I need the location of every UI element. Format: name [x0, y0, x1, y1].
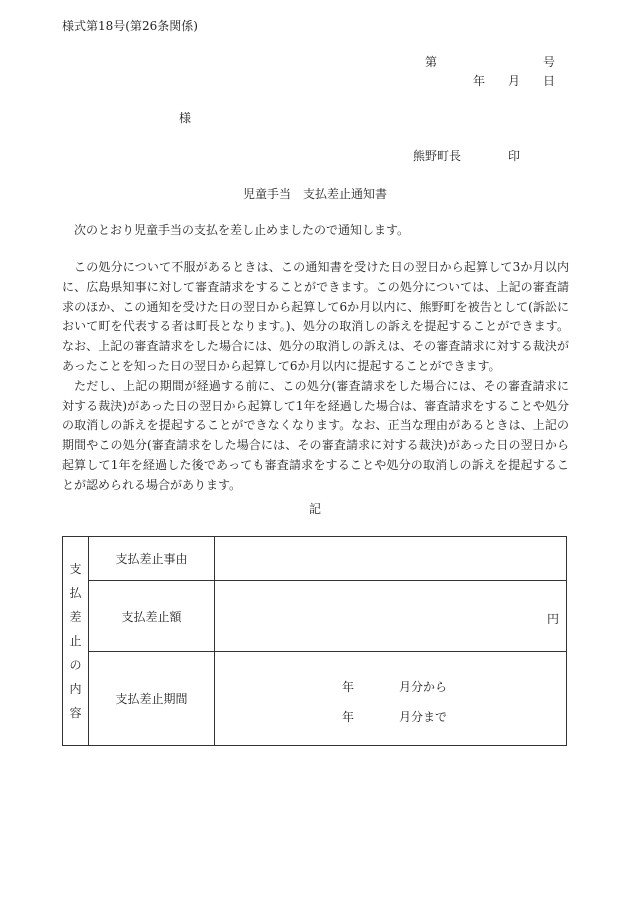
document-number-prefix: 第 — [425, 55, 438, 69]
date-day: 日 — [543, 74, 556, 88]
document-number-suffix: 号 — [543, 55, 556, 69]
side-label-char: 止 — [69, 634, 82, 648]
period-from-text: 月分から — [399, 680, 448, 694]
ki-label: 記 — [308, 502, 321, 516]
period-to-year: 年 — [342, 710, 355, 724]
side-label-char: の — [69, 658, 82, 672]
period-label: 支払差止期間 — [89, 652, 215, 746]
period-to-text: 月分まで — [399, 710, 448, 724]
date-year: 年 — [473, 74, 486, 88]
side-label-char: 支 — [69, 562, 82, 576]
date-month: 月 — [508, 74, 521, 88]
period-value — [215, 652, 567, 746]
issuer-seal: 印 — [508, 149, 521, 163]
body-text — [62, 258, 569, 496]
side-label-char: 容 — [69, 706, 82, 720]
document-title: 児童手当 支払差止通知書 — [242, 187, 387, 201]
body-paragraph-2: ただし、上記の期間が経過する前に、この処分(審査請求をした場合には、その審査請求に対する裁決)があった日の翌日から起算して1年を経過した場合は、審査請求をすることや処分の取消しの訴えを提起することができなくなります。なお、正当な理由があるときは、上記の期間やこの処分(審査請求をした場合には、その審査請求に対する裁決)があった日の翌日から起算して1年を経過した後であっても審査請求をすることや処分の取消しの訴えを提起することが認められる場合があります。 — [62, 378, 569, 492]
side-label-char: 差 — [69, 610, 82, 624]
reason-value — [215, 537, 567, 581]
amount-label: 支払差止額 — [89, 581, 215, 652]
side-label-cell — [63, 537, 89, 746]
amount-value — [215, 581, 567, 652]
amount-unit: 円 — [546, 612, 559, 626]
issuer-title: 熊野町長 — [413, 149, 462, 163]
side-label-char: 払 — [69, 586, 82, 600]
body-paragraph-1: この処分について不服があるときは、この通知書を受けた日の翌日から起算して3か月以内に、広島県知事に対して審査請求をすることができます。この処分については、上記の審査請求のほか、この通知を受けた日の翌日から起算して6か月以内に、熊野町を被告として(訴訟において町を代表する者は町長となります。)、処分の取消しの訴えを提起することができます。なお、上記の審査請求をした場合には、処分の取消しの訴えは、その審査請求に対する裁決があったことを知った日の翌日から起算して6か月以内に提起することができます。 — [62, 260, 569, 373]
form-number: 様式第18号(第26条関係) — [62, 19, 198, 33]
reason-label: 支払差止事由 — [89, 537, 215, 581]
detail-table — [62, 536, 567, 746]
period-from-year: 年 — [342, 680, 355, 694]
addressee-suffix: 様 — [179, 111, 192, 125]
intro-text: 次のとおり児童手当の支払を差し止めましたので通知します。 — [74, 223, 410, 237]
side-label-char: 内 — [69, 682, 82, 696]
